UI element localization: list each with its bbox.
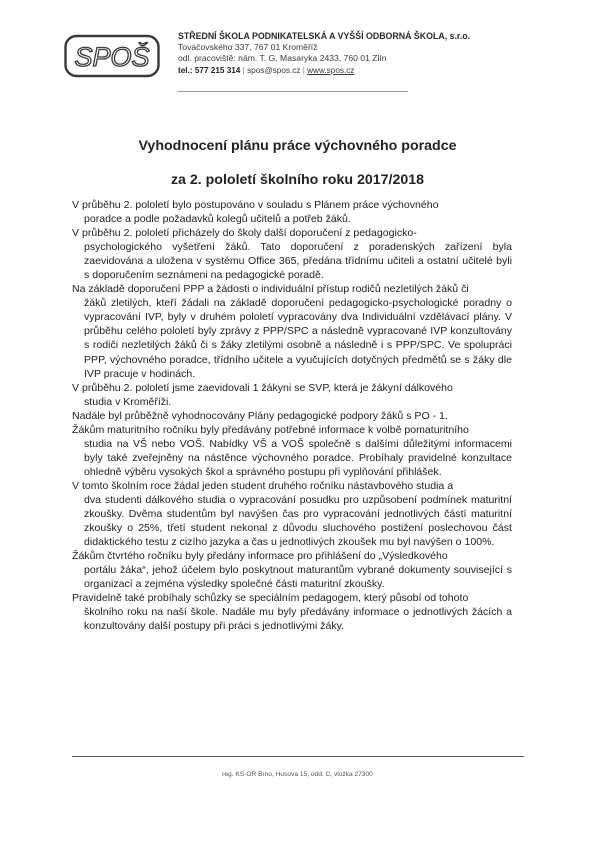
- school-logo: [64, 33, 160, 79]
- org-web[interactable]: www.spos.cz: [307, 65, 355, 75]
- paragraph: Žákům čtvrtého ročníku byly předány informace pro přihlášení do „Výsledkového portálu žáka“, jehož účelem bylo poskytnout maturantům vybrané dokumenty související s organizací a zejména výsledky společné části maturitní zkoušky.: [72, 550, 512, 591]
- document-title: Vyhodnocení plánu práce výchovného poradce: [138, 138, 457, 154]
- paragraph: V tomto školním roce žádal jeden student druhého ročníku nástavbového studia a dva studenti dálkového studia o vypracování posudku pro uzpůsobení podmínek maturitní zkoušky. Dvěma studentům byl navýšen čas pro vypracování jednotlivých částí maturitní zkoušky o 25%, třetí student nekonal z důvodu sluchového postižení poslechovou část didaktického testu z cizího jazyka a čas u jednotlivých zkoušek mu byl navýšen o 100%.: [72, 479, 512, 549]
- header-divider: [178, 91, 408, 92]
- footer-divider: [72, 756, 524, 757]
- paragraph: Pravidelně také probíhaly schůzky se speciálním pedagogem, který působí od tohoto školního roku na naší škole. Nadále mu byly předávány informace o jednotlivých žácích a konzultovány další postupy při práci s jednotlivými žáky.: [72, 592, 512, 633]
- org-address: Tovačovského 337, 767 01 Kroměříž: [178, 42, 318, 53]
- org-email[interactable]: spos@spos.cz: [247, 65, 301, 75]
- org-name: STŘEDNÍ ŠKOLA PODNIKATELSKÁ A VYŠŠÍ ODBORNÁ ŠKOLA, s.r.o.: [178, 31, 471, 41]
- footer-registration: reg. KS-OR Brno, Husova 15, odd. C, vložka 27300: [222, 771, 373, 778]
- paragraph: V průběhu 2. pololetí přicházely do školy další doporučení z pedagogicko- psychologického vyšetření žáků. Tato doporučení z poradenských zařízení byla zaevidována a uložena v systému Office 365, předána třídnímu učiteli a ostatní učitelé byli s doporučením seznámeni na pedagogické poradě.: [72, 227, 512, 282]
- paragraph: V průběhu 2. pololetí bylo postupováno v souladu s Plánem práce výchovného poradce a podle požadavků kolegů učitelů a potřeb žáků.: [72, 199, 439, 226]
- org-contact: tel.: 577 215 314 | spos@spos.cz | www.spos.cz: [178, 65, 355, 75]
- letterhead: [178, 31, 538, 76]
- logo-text: SPOŠ: [74, 42, 150, 72]
- paragraph: Žákům maturitního ročníku byly předávány potřebné informace k volbě pomaturitního studia na VŠ nebo VOŠ. Nabídky VŠ a VOŠ společně s dalšími důležitými informacemi byly také zveřejněny na nástěnce výchovného poradce. Probíhaly pravidelné konzultace ohledně výběru vysokých škol a správného postupu při vyplňování přihlášek.: [72, 423, 512, 478]
- document-subtitle: za 2. pololetí školního roku 2017/2018: [170, 172, 425, 188]
- org-branch: odl. pracoviště: nám. T. G. Masaryka 2433, 760 01 Zlín: [178, 53, 387, 64]
- paragraph: V průběhu 2. pololetí jsme zaevidovali 1 žákyni se SVP, která je žákyní dálkového studia v Kroměříži.: [72, 381, 453, 408]
- document-body: [72, 198, 512, 633]
- paragraph: Na základě doporučení PPP a žádosti o individuální přístup rodičů nezletilých žáků či žáků zletilých, kteří žádali na základě doporučení pedagogicko-psychologické poradny o vypracování IVP, byly v druhém pololetí vypracovány dva Individuální vzdělávací plány. V průběhu celého pololetí byly zprávy z PPP/SPC a následně vypracované IVP konzultovány s rodiči nezletilých žáků či s žáky zletilými osobně a následně i s PPP/SPC. Ve spolupráci PPP, výchovného poradce, třídního učitele a vyučujících dotyčných předmětů se s žáky dle IVP pracuje v hodinách.: [72, 283, 512, 380]
- paragraph: Nadále byl průběžně vyhodnocovány Plány pedagogické podpory žáků s PO - 1.: [72, 409, 448, 422]
- org-tel: tel.: 577 215 314: [178, 65, 241, 75]
